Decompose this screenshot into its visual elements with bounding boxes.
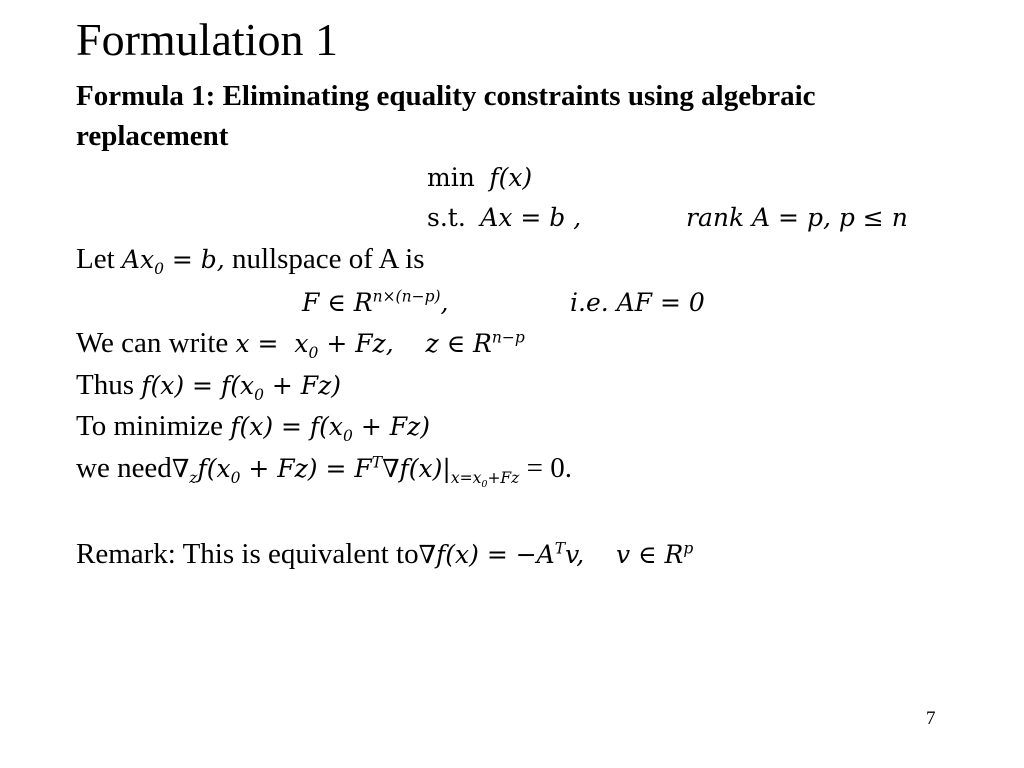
formula-heading-line-2: replacement — [76, 120, 229, 152]
reduced-objective: $f(x) = f(x_0 + Fz)$ — [141, 371, 342, 404]
constraint-line — [427, 199, 581, 236]
remark-text: Remark: This is equivalent to — [76, 538, 419, 570]
optimality-suffix: = 0. — [526, 452, 572, 484]
min-operator: min — [427, 163, 475, 192]
minimize-line — [76, 408, 430, 445]
rank-condition: rank A = p, p ≤ n — [686, 203, 908, 232]
nullspace-basis: F ∈ $R^{n\times(n-p)}$, — [302, 287, 449, 317]
formula-heading-line-1: Formula 1: Eliminating equality constraints using algebraic — [76, 80, 816, 112]
objective-function: f(x) — [489, 163, 533, 192]
objective-line — [427, 159, 532, 196]
equivalent-condition: $\nabla f(x) = -A^Tv$, v ∈ $R^p$ — [418, 539, 694, 569]
need-label: we need — [76, 452, 172, 484]
let-line — [76, 241, 425, 278]
subject-to-label: s.t. — [427, 203, 466, 232]
nullspace-text: nullspace of A is — [231, 243, 425, 275]
minimize-label: To minimize — [76, 410, 223, 442]
write-label: We can write — [76, 327, 229, 359]
remark-line — [76, 536, 693, 573]
reparametrization: $x = x_0 + Fz$, z ∈ $R^{n-p}$ — [235, 328, 525, 362]
write-line — [76, 325, 525, 362]
equality-constraint: Ax = b , — [480, 203, 582, 232]
minimize-objective: $f(x) = f(x_0 + Fz)$ — [230, 412, 431, 445]
need-line — [76, 450, 572, 491]
thus-label: Thus — [76, 369, 134, 401]
thus-line — [76, 367, 341, 404]
page-number: 7 — [926, 708, 936, 729]
let-label: Let — [76, 243, 115, 275]
slide-title: Formulation 1 — [76, 14, 338, 65]
particular-solution-eq: $Ax_0 = b$, — [121, 245, 225, 278]
nullspace-condition: i.e. AF = 0 — [570, 288, 705, 317]
optimality-condition: $\nabla_zf(x_0 + Fz) = F^T\nabla f(x)|_{x=x_0+Fz}$ — [171, 453, 520, 491]
